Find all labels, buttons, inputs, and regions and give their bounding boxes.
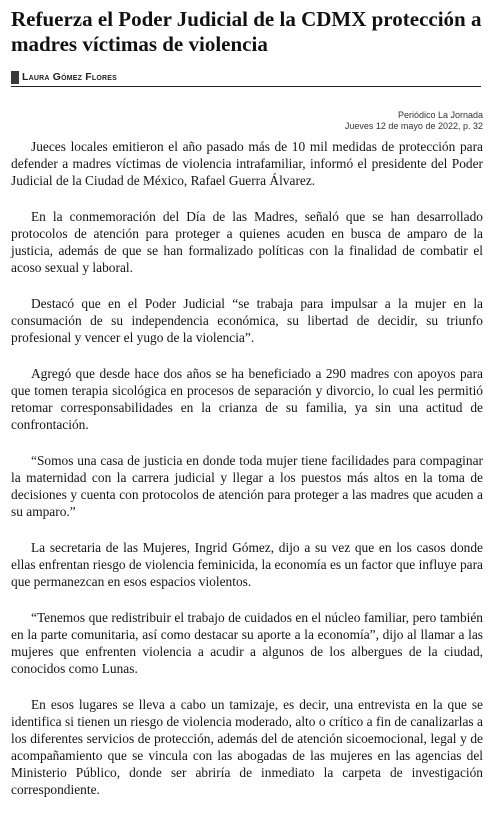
byline-marker [11, 71, 19, 84]
paragraph: En esos lugares se lleva a cabo un tamizaje, es decir, una entrevista en la que se identifica si tienen un riesgo de violencia moderado, alto o crítico a fin de canalizarlas a los diferentes servicios de protección, además del de atención sicoemocional, legal y de acompañamiento que se vincula con las abogadas de las mujeres en las agencias del Ministerio Público, donde ser abriría de inmediato la carpeta de investigación correspondiente. [11, 697, 483, 797]
paragraph: Agregó que desde hace dos años se ha beneficiado a 290 madres con apoyos para que tomen terapia sicológica en procesos de separación y divorcio, lo cual les permitió retomar corresponsabilidades en la crianza de su familia, ya sin una actitud de confrontación. [11, 366, 483, 432]
paragraph: En la conmemoración del Día de las Madres, señaló que se han desarrollado protocolos de atención para proteger a quienes acuden en busca de amparo de la justicia, además de que se han formalizado políticas con la finalidad de combatir el acoso sexual y laboral. [11, 209, 483, 275]
article-body [11, 138, 483, 817]
publication-name: Periódico La Jornada [397, 110, 483, 120]
source-info [345, 110, 483, 132]
paragraph: “Somos una casa de justicia en donde toda mujer tiene facilidades para compaginar la maternidad con la carrera judicial y llegar a los puestos más altos en la toma de decisiones y cuenta con protocolos de atención para proteger a las madres que acuden a su amparo.” [11, 453, 483, 519]
paragraph: Destacó que en el Poder Judicial “se trabaja para impulsar a la mujer en la consumación de su independencia económica, su libertad de decidir, su triunfo profesional y vencer el yugo de la violencia”. [11, 296, 483, 345]
byline [11, 68, 481, 87]
author-name: Laura Gómez Flores [22, 71, 117, 83]
publication-date-page: Jueves 12 de mayo de 2022, p. 32 [344, 121, 483, 131]
paragraph: “Tenemos que redistribuir el trabajo de cuidados en el núcleo familiar, pero también en la parte comunitaria, así como destacar su aporte a la economía”, dijo al llamar a las mujeres que enfrenten violencia a acudir a algunos de los albergues de la ciudad, conocidos como Lunas. [11, 610, 483, 676]
headline: Refuerza el Poder Judicial de la CDMX protección a madres víctimas de violencia [11, 7, 482, 56]
paragraph: Jueces locales emitieron el año pasado más de 10 mil medidas de protección para defender a madres víctimas de violencia intrafamiliar, informó el presidente del Poder Judicial de la Ciudad de México, Rafael Guerra Álvarez. [11, 139, 483, 188]
paragraph: La secretaria de las Mujeres, Ingrid Gómez, dijo a su vez que en los casos donde ellas enfrentan riesgo de violencia feminicida, la economía es un factor que influye para que permanezcan en esos espacios violentos. [11, 540, 483, 589]
